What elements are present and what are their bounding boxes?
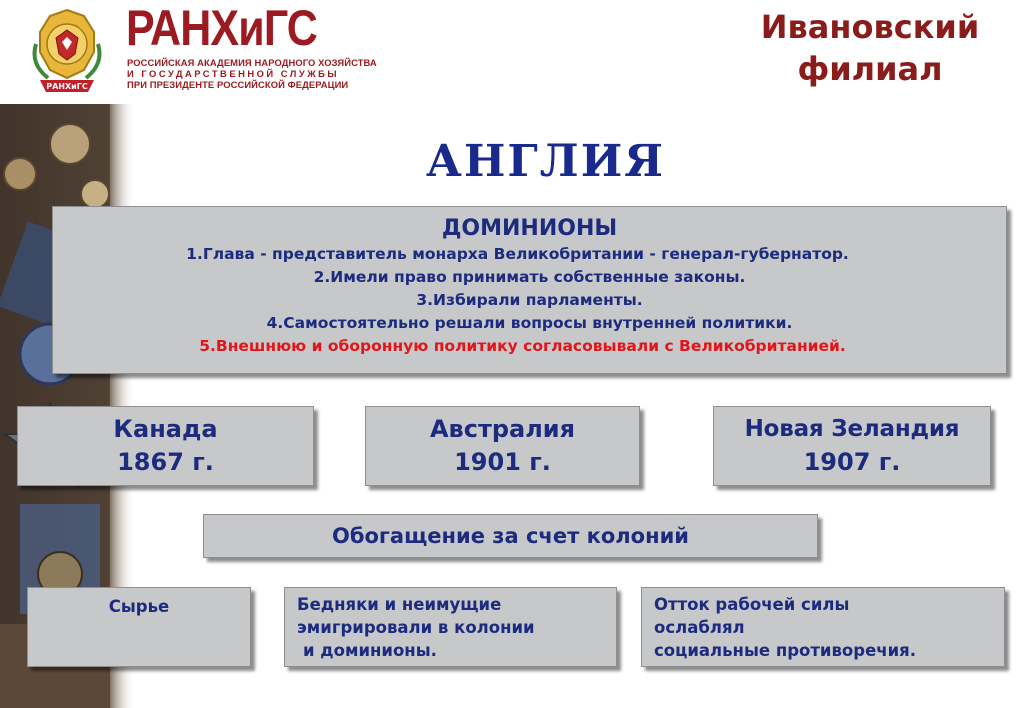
dominions-box [52, 206, 1007, 374]
country-name: Австралия [429, 415, 576, 443]
header [0, 0, 1024, 104]
country-year: 1867 г. [117, 448, 214, 476]
country-name: Канада [113, 415, 218, 443]
logo-title: РАНХиГС [126, 0, 317, 56]
labor-outflow-box [641, 587, 1005, 667]
emigration-line-1: Бедняки и неимущие [297, 595, 502, 614]
branch-line-1: Ивановский [760, 8, 980, 46]
dominion-item-3: 3.Избирали парламенты. [416, 291, 643, 309]
dominion-item-2: 2.Имели право принимать собственные законы. [313, 268, 746, 286]
dominion-item-5: 5.Внешнюю и оборонную политику согласовывали с Великобританией. [199, 337, 846, 355]
labor-outflow-line-3: социальные противоречия. [654, 641, 917, 660]
slide-title: АНГЛИЯ [426, 136, 666, 187]
logo-subtitle-line-1: РОССИЙСКАЯ АКАДЕМИЯ НАРОДНОГО ХОЗЯЙСТВА [127, 57, 377, 68]
branch-line-2: филиал [797, 50, 943, 88]
emigration-line-3: и доминионы. [303, 641, 437, 660]
country-name: Новая Зеландия [744, 416, 960, 442]
labor-outflow-line-2: ослаблял [654, 618, 745, 637]
dominions-heading: ДОМИНИОНЫ [441, 216, 618, 241]
dominion-card-australia [365, 406, 640, 486]
dominion-card-new-zealand [713, 406, 991, 486]
dominion-item-4: 4.Самостоятельно решали вопросы внутренней политики. [266, 314, 793, 332]
dominion-card-canada [17, 406, 314, 486]
logo-subtitle-line-2: И ГОСУДАРСТВЕННОЙ СЛУЖБЫ [127, 68, 340, 79]
emigration-line-2: эмигрировали в колонии [297, 618, 535, 637]
emblem-ribbon-text: РАНХиГС [46, 82, 88, 91]
academy-emblem-icon [26, 4, 108, 98]
country-year: 1901 г. [454, 448, 551, 476]
dominion-item-1: 1.Глава - представитель монарха Великобритании - генерал-губернатор. [186, 245, 849, 263]
branch-name [740, 6, 1000, 90]
labor-outflow-line-1: Отток рабочей силы [654, 595, 850, 614]
country-year: 1907 г. [803, 448, 901, 476]
raw-materials-box: Сырье [27, 587, 251, 667]
logo-subtitle-line-3: ПРИ ПРЕЗИДЕНТЕ РОССИЙСКОЙ ФЕДЕРАЦИИ [127, 79, 349, 90]
emigration-box [284, 587, 617, 667]
enrichment-box: Обогащение за счет колоний [203, 514, 818, 558]
